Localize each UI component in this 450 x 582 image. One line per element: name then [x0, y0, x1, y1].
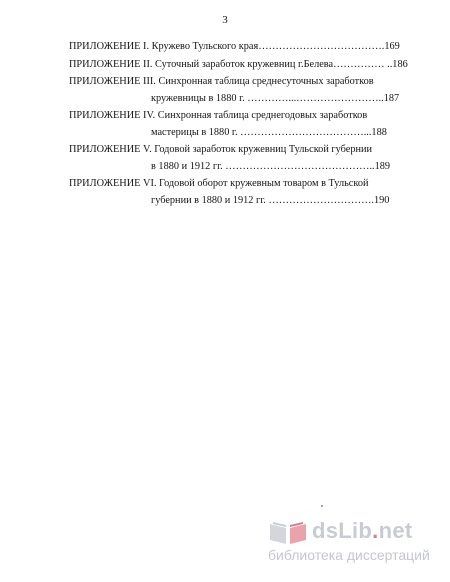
- toc-entry-1: ПРИЛОЖЕНИЕ I. Кружево Тульского края……………………………….169: [69, 41, 400, 52]
- watermark-brand: [312, 518, 413, 544]
- toc-entry-3: ПРИЛОЖЕНИЕ III. Синхронная таблица среднесуточных заработков: [69, 76, 374, 87]
- toc-entry-2: ПРИЛОЖЕНИЕ II. Суточный заработок кружевниц г.Белева…………… ..186: [69, 59, 408, 70]
- watermark-subtitle: библиотека диссертаций: [268, 547, 430, 563]
- toc-entry-6: ПРИЛОЖЕНИЕ VI. Годовой оборот кружевным товаром в Тульской: [69, 178, 369, 189]
- toc-entry-3-continuation: кружевницы в 1880 г. …………...……………………..187: [151, 93, 400, 104]
- toc-entry-4-continuation: мастерицы в 1880 г. ………………………………...188: [151, 127, 387, 138]
- toc-entry-4: ПРИЛОЖЕНИЕ IV. Синхронная таблица среднегодовых заработков: [69, 110, 368, 121]
- toc-entry-6-continuation: губернии в 1880 и 1912 гг. ………………………….190: [151, 195, 390, 206]
- dslib-watermark: [268, 518, 438, 568]
- watermark-brand-tld: net: [378, 518, 413, 543]
- scan-speck: [321, 505, 323, 507]
- toc-entry-5-continuation: в 1880 и 1912 гг. ……………………………………..189: [151, 161, 391, 172]
- watermark-brand-main: dsLib: [312, 518, 373, 543]
- watermark-brand-dot: .: [372, 518, 379, 543]
- toc-entry-5: ПРИЛОЖЕНИЕ V. Годовой заработок кружевниц Тульской губернии: [69, 144, 373, 155]
- page-number: 3: [222, 14, 228, 26]
- book-logo-icon: [268, 518, 308, 546]
